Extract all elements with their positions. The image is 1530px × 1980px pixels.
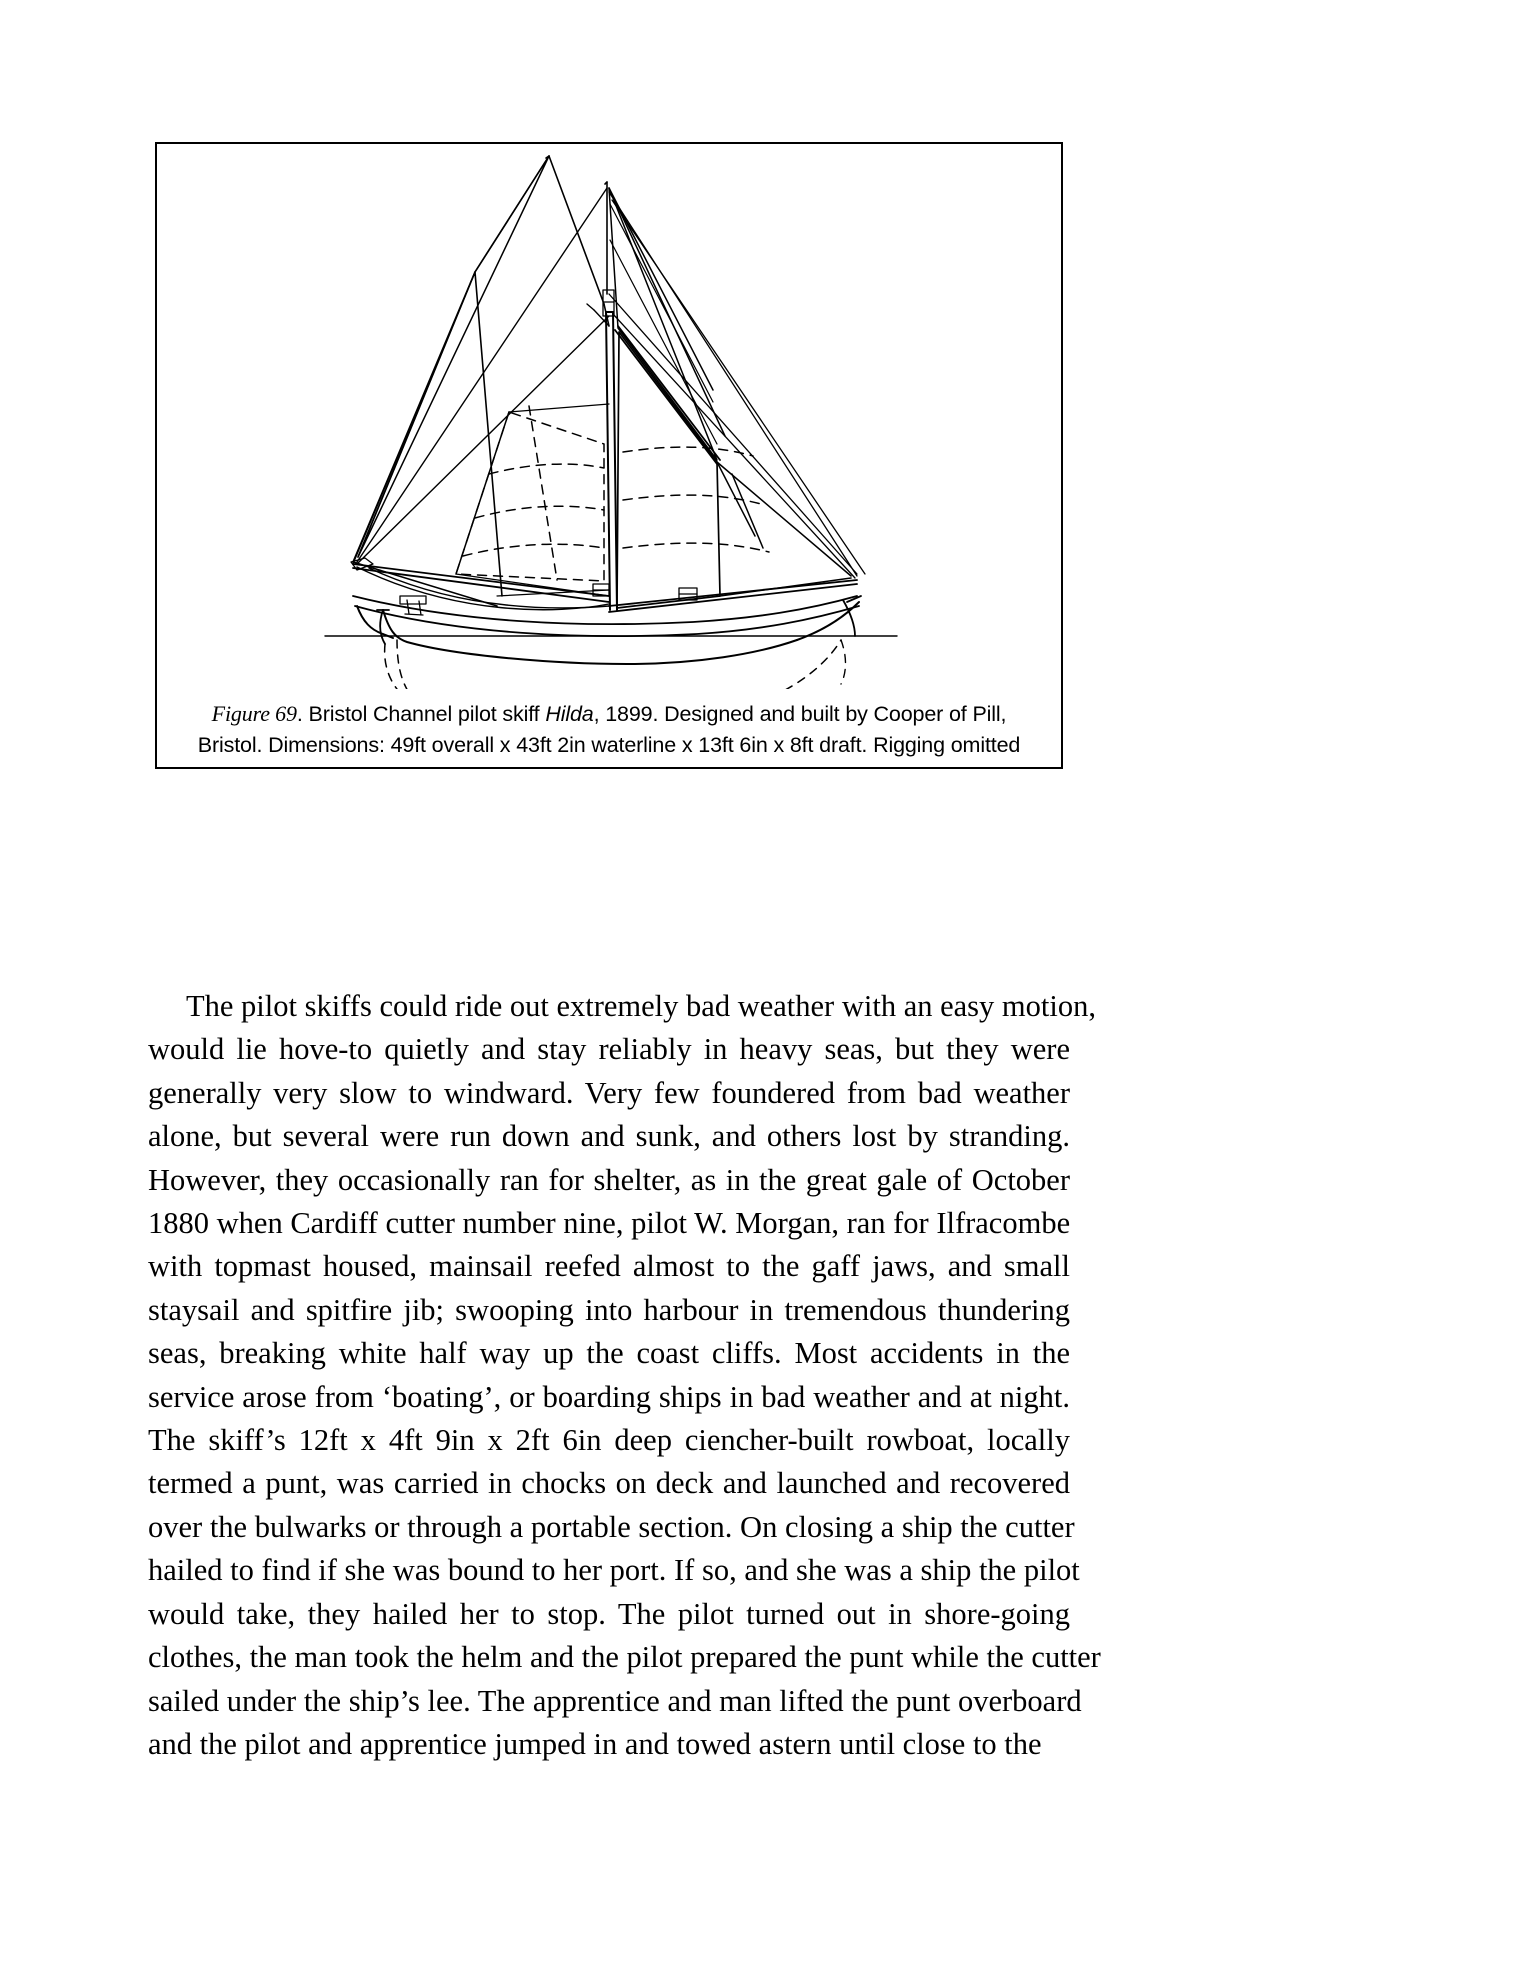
text-line: would lie hove-to quietly and stay reliably in heavy seas, but they were — [148, 1032, 1070, 1067]
mainmast — [606, 312, 617, 610]
ship-drawing-svg — [157, 144, 1061, 689]
topsail — [609, 188, 725, 460]
figure-container — [155, 142, 1063, 769]
jib-sail — [353, 272, 502, 606]
boom — [609, 580, 857, 612]
figure-caption-line-2: Bristol. Dimensions: 49ft overall x 43ft 2in waterline x 13ft 6in x 8ft draft. Rigging omitted — [197, 733, 1021, 757]
text-line: The skiff’s 12ft x 4ft 9in x 2ft 6in deep ciencher-built rowboat, locally — [148, 1423, 1070, 1458]
text-line: 1880 when Cardiff cutter number nine, pilot W. Morgan, ran for Ilfracombe — [148, 1206, 1071, 1241]
text-line: clothes, the man took the helm and the pilot prepared the punt while the cutter — [148, 1640, 1101, 1675]
body-text-block — [148, 985, 1101, 1766]
bowsprit — [351, 558, 609, 602]
paragraph — [148, 985, 1101, 1766]
mainsail-reef-bands — [623, 447, 769, 552]
text-line: sailed under the ship’s lee. The apprentice and man lifted the punt overboard — [148, 1683, 1082, 1718]
ship-name: Hilda — [545, 702, 594, 726]
text-line: over the bulwarks or through a portable section. On closing a ship the cutter — [148, 1509, 1075, 1544]
figure-caption — [157, 698, 1061, 761]
text-line: hailed to find if she was bound to her port. If so, and she was a ship the pilot — [148, 1553, 1080, 1588]
ship-sail-plan-drawing — [157, 144, 1061, 689]
rudder-dashed — [841, 640, 846, 684]
text-line: and the pilot and apprentice jumped in and towed astern until close to the — [148, 1726, 1042, 1761]
topmast-group — [546, 156, 609, 326]
text-line: termed a punt, was carried in chocks on deck and launched and recovered — [148, 1466, 1070, 1501]
mainsail-leech — [717, 462, 851, 596]
text-line: seas, breaking white half way up the coast cliffs. Most accidents in the — [148, 1336, 1070, 1371]
jib-topsail — [358, 156, 549, 557]
text-line: would take, they hailed her to stop. The pilot turned out in shore-going — [148, 1596, 1070, 1631]
figure-caption-line-1 — [157, 698, 1061, 730]
staysail-dashed — [456, 406, 604, 581]
text-line: alone, but several were run down and sunk, and others lost by stranding. — [148, 1119, 1070, 1154]
figure-caption-text-b: , 1899. Designed and built by Cooper of Pill, — [593, 702, 1007, 726]
deck-fittings — [400, 596, 426, 615]
text-line: generally very slow to windward. Very few foundered from bad weather — [148, 1075, 1070, 1110]
bow-stem — [377, 610, 389, 644]
staysail-outline — [456, 412, 509, 574]
text-line: However, they occasionally ran for shelter, as in the great gale of October — [148, 1162, 1070, 1197]
figure-caption-text-a: . Bristol Channel pilot skiff — [296, 702, 546, 726]
text-line: service arose from ‘boating’, or boarding ships in bad weather and at night. — [148, 1379, 1070, 1414]
figure-number-label: Figure 69 — [211, 701, 297, 726]
running-rigging — [353, 272, 609, 596]
topmast-above-cap — [605, 182, 607, 294]
text-line: The pilot skiffs could ride out extremely bad weather with an easy motion, — [186, 989, 1096, 1023]
text-line: with topmast housed, mainsail reefed almost to the gaff jaws, and small — [148, 1249, 1070, 1284]
shrouds — [609, 192, 865, 578]
text-line: staysail and spitfire jib; swooping into harbour in tremendous thundering — [148, 1292, 1070, 1327]
